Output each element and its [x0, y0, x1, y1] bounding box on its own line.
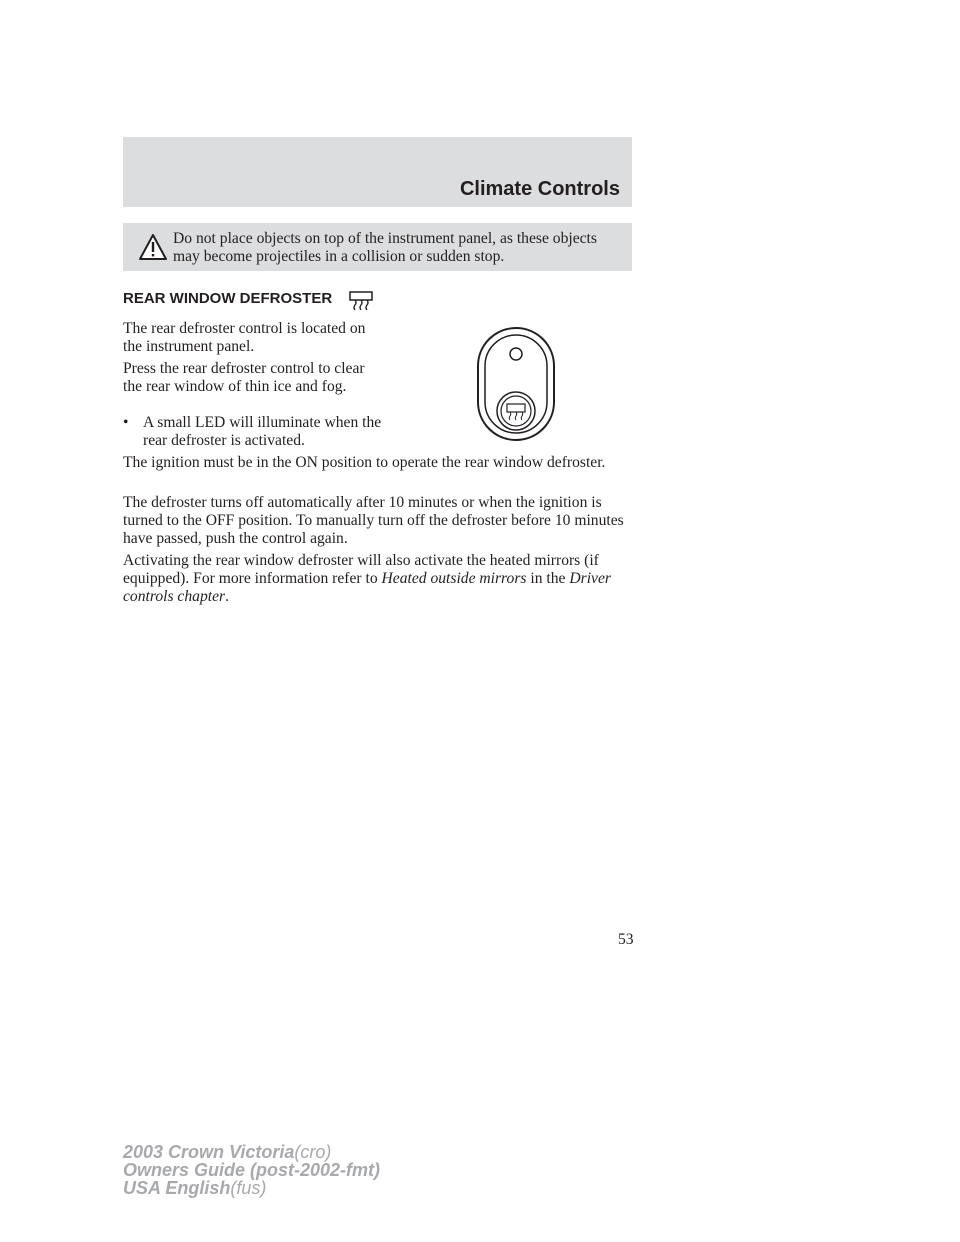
footer-language-code: (fus)	[230, 1178, 267, 1198]
rear-defroster-control-illustration	[476, 326, 556, 442]
warning-box	[123, 223, 632, 271]
warning-text: Do not place objects on top of the instrument panel, as these objects may become projectiles in a collision or sudden stop.	[173, 230, 597, 265]
paragraph-text: .	[225, 588, 229, 605]
footer-line-3	[123, 1179, 380, 1197]
footer-language: USA English	[123, 1178, 231, 1198]
paragraph-press-control: Press the rear defroster control to clear the rear window of thin ice and fog.	[123, 360, 365, 395]
paragraph-text: in the	[526, 570, 570, 587]
section-heading: REAR WINDOW DEFROSTER	[123, 290, 333, 307]
bullet-text: A small LED will illuminate when the rear defroster is activated.	[143, 414, 382, 449]
warning-triangle-icon	[138, 233, 168, 261]
footer-model-code: (cro)	[294, 1142, 332, 1162]
paragraph-location: The rear defroster control is located on the instrument panel.	[123, 320, 366, 355]
paragraph-ignition: The ignition must be in the ON position to operate the rear window defroster.	[123, 454, 606, 471]
paragraph-auto-off: The defroster turns off automatically after 10 minutes or when the ignition is turned to the OFF position. To manually turn off the defroster before 10 minutes have passed, push the control again.	[123, 494, 624, 547]
footer	[123, 1143, 380, 1197]
chapter-header-bar	[123, 137, 632, 207]
reference-driver-controls: Driver controls chapter	[123, 570, 611, 605]
paragraph-heated-mirrors	[123, 552, 633, 606]
page-number: 53	[618, 931, 634, 948]
footer-line-2	[123, 1161, 380, 1179]
footer-line-1	[123, 1143, 380, 1161]
footer-guide: Owners Guide (post-2002-fmt)	[123, 1160, 381, 1180]
footer-model: 2003 Crown Victoria	[123, 1142, 295, 1162]
chapter-title: Climate Controls	[459, 178, 620, 200]
reference-heated-mirrors: Heated outside mirrors	[381, 570, 527, 587]
paragraph-text: Activating the rear window defroster will also activate the heated mirrors (if equipped). For more information refer to	[123, 552, 599, 587]
rear-defroster-icon	[348, 288, 374, 310]
bullet-mark: •	[123, 414, 129, 431]
